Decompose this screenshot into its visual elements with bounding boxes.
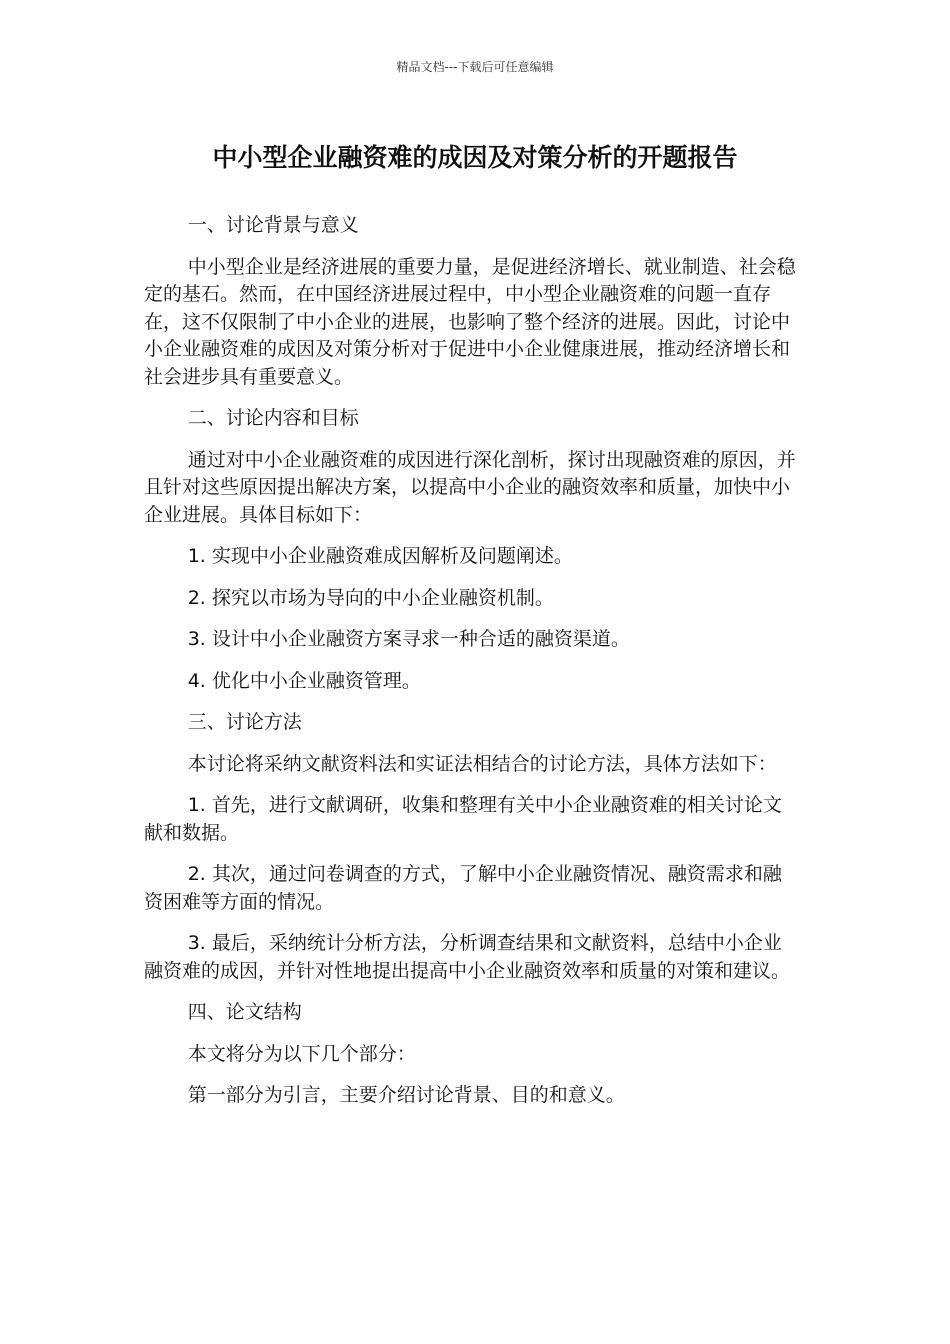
goal-item-1: 1. 实现中小企业融资难成因解析及问题阐述。 [187, 545, 573, 567]
goal-item-3: 3. 设计中小企业融资方案寻求一种合适的融资渠道。 [187, 628, 630, 650]
paragraph-methods: 本讨论将采纳文献资料法和实证法相结合的讨论方法，具体方法如下： [187, 752, 777, 775]
section-heading-content-goals: 二、讨论内容和目标 [187, 407, 359, 429]
paragraph-content-goals: 通过对中小企业融资难的成因进行深化剖析，探讨出现融资难的原因，并且针对这些原因提出解决方案，以提高中小企业的融资效率和质量，加快中小企业进展。具体目标如下： [144, 448, 796, 526]
document-title: 中小型企业融资难的成因及对策分析的开题报告 [212, 143, 738, 172]
section-heading-methods: 三、讨论方法 [187, 711, 302, 733]
method-item-3: 3. 最后，采纳统计分析方法，分析调查结果和文献资料，总结中小企业融资难的成因，并针对性地提出提高中小企业融资效率和质量的对策和建议。 [144, 932, 791, 982]
document-body [144, 212, 800, 1124]
method-item-2: 2. 其次，通过问卷调查的方式，了解中小企业融资情况、融资需求和融资困难等方面的情况。 [144, 863, 782, 913]
page-header-note: 精品文档---下载后可任意编辑 [396, 60, 554, 74]
paragraph-structure-part-1: 第一部分为引言，主要介绍讨论背景、目的和意义。 [187, 1084, 625, 1106]
method-item-1: 1. 首先，进行文献调研，收集和整理有关中小企业融资难的相关讨论文献和数据。 [144, 794, 782, 844]
section-heading-background: 一、讨论背景与意义 [187, 214, 359, 236]
paragraph-structure-intro: 本文将分为以下几个部分： [187, 1042, 416, 1065]
section-heading-structure: 四、论文结构 [187, 1001, 302, 1023]
goal-item-2: 2. 探究以市场为导向的中小企业融资机制。 [187, 586, 554, 609]
paragraph-background: 中小型企业是经济进展的重要力量，是促进经济增长、就业制造、社会稳定的基石。然而，在中国经济进展过程中，中小型企业融资难的问题一直存在，这不仅限制了中小企业的进展，也影响了整个经济的进展。因此，讨论中小企业融资难的成因及对策分析对于促进中小企业健康进展，推动经济增长和社会进步具有重要意义。 [144, 255, 796, 388]
goal-item-4: 4. 优化中小企业融资管理。 [187, 669, 421, 692]
